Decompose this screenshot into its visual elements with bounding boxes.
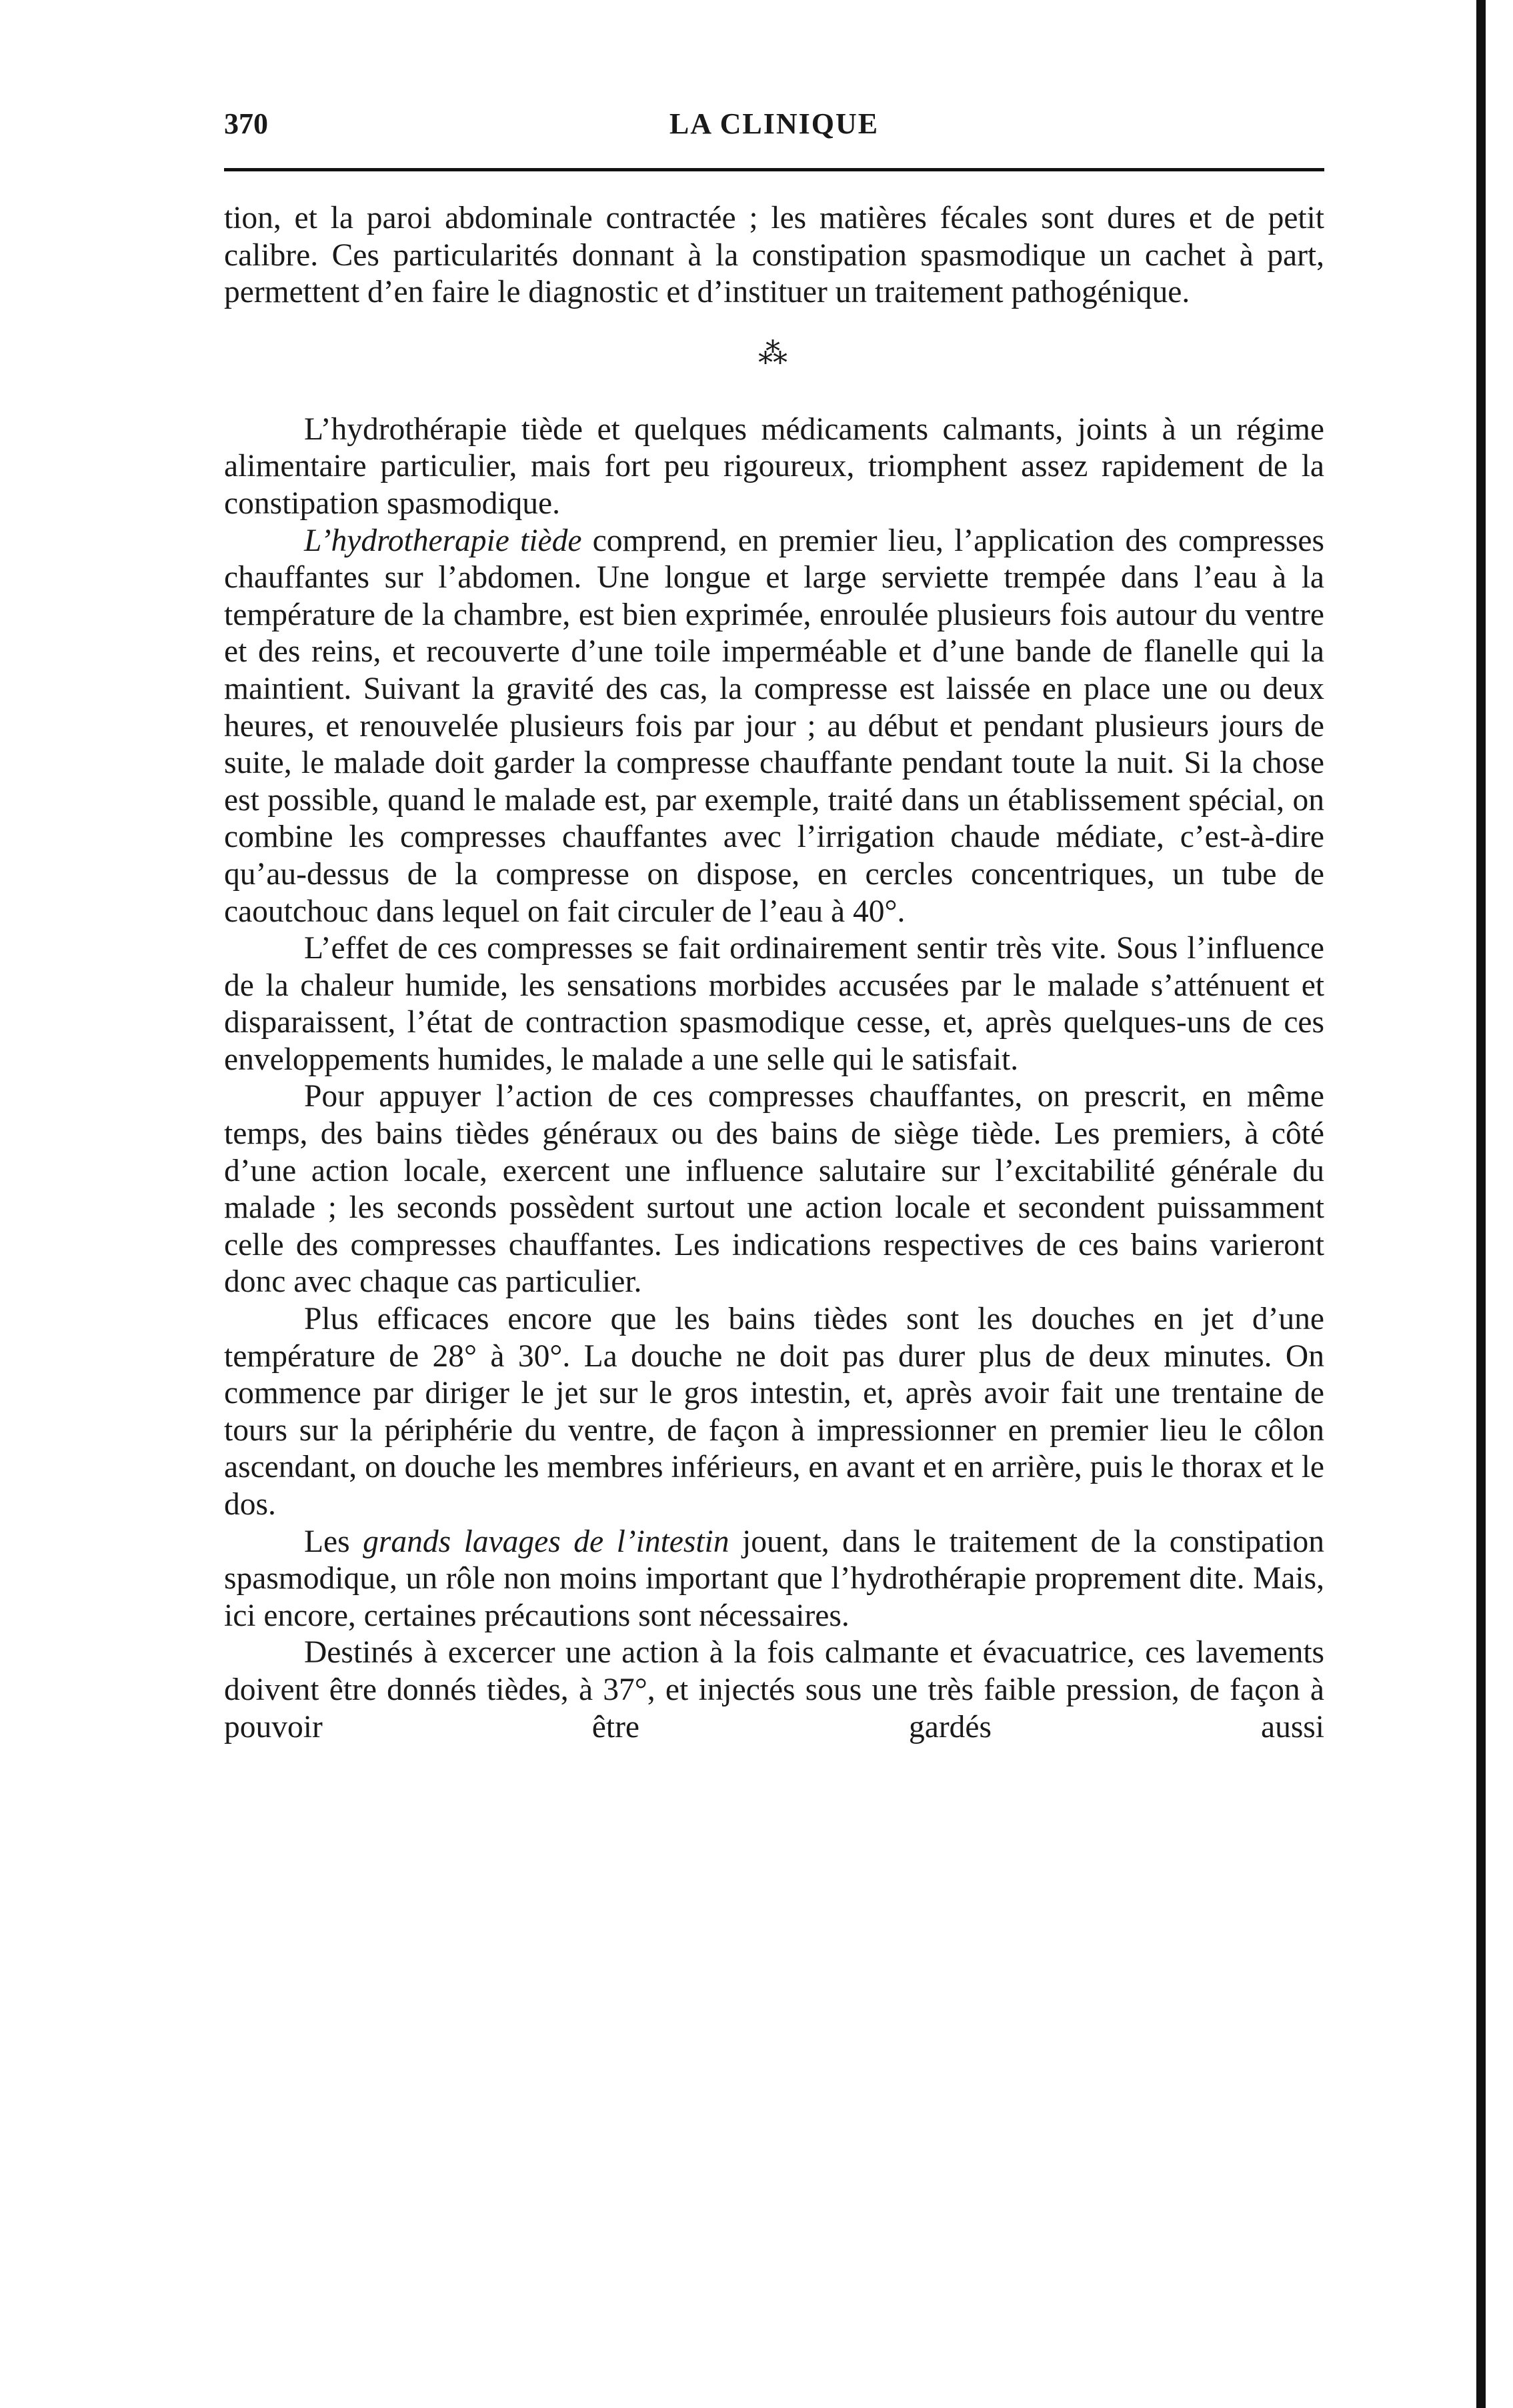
- text-run: jouent, dans le traitement de la constipation spasmodique, un rôle non moins important que l’hydrothérapie proprement dite. Mais, ici encore, certaines précautions sont nécessaires.: [224, 1524, 1324, 1633]
- paragraph: [224, 200, 1324, 311]
- running-title: LA CLINIQUE: [669, 107, 880, 140]
- page-header: [224, 107, 1324, 153]
- text-run: L’effet de ces compresses se fait ordinairement sentir très vite. Sous l’influence de la chaleur humide, les sensations morbides accusées par le malade s’atténuent et disparaissent, l’état de contraction spasmodique cesse, et, après quelques-uns de ces enveloppements humides, le malade a une selle qui le satisfait.: [224, 931, 1324, 1077]
- paragraph: [224, 1301, 1324, 1524]
- page-number: 370: [224, 107, 268, 140]
- italic-phrase: grands lavages de l’intestin: [363, 1524, 729, 1559]
- italic-phrase: L’: [304, 523, 331, 558]
- text-run: Les: [304, 1524, 363, 1559]
- body-text: [224, 200, 1324, 1746]
- text-run: tion, et la paroi abdominale contractée ; les matières fécales sont dures et de petit calibre. Ces particularités donnant à la constipation spasmodique un cachet à part, permettent d’en faire le diagnostic et d’instituer un traitement pathogénique.: [224, 201, 1324, 310]
- text-run: Pour appuyer l’action de ces compresses chauffantes, on prescrit, en même temps, des bains tièdes généraux ou des bains de siège tiède. Les premiers, à côté d’une action locale, exercent une influence salutaire sur l’excitabilité générale du malade ; les seconds possèdent surtout une action locale et secondent puissamment celle des compresses chauffantes. Les indications respectives de ces bains varieront donc avec chaque cas particulier.: [224, 1079, 1324, 1300]
- paragraph: [224, 523, 1324, 931]
- text-run: Destinés à excercer une action à la fois calmante et évacuatrice, ces lavements doivent être donnés tièdes, à 37°, et injectés sous une très faible pression, de façon à pouvoir être gardés aussi: [224, 1635, 1324, 1744]
- text-run: L’hydrothérapie tiède et quelques médicaments calmants, joints à un régime alimentaire particulier, mais fort peu rigoureux, triomphent assez rapidement de la constipation spasmodique.: [224, 411, 1324, 521]
- paragraph: [224, 930, 1324, 1078]
- paragraph: [224, 1634, 1324, 1746]
- italic-phrase: hydrotherapie tiède: [331, 523, 582, 558]
- section-ornament: ⁂: [758, 337, 790, 370]
- text-run: Plus efficaces encore que les bains tièdes sont les douches en jet d’une température de 28° à 30°. La douche ne doit pas durer plus de deux minutes. On commence par diriger le jet sur le gros intestin, et, après avoir fait une trentaine de tours sur la périphérie du ventre, de façon à impressionner en premier lieu le côlon ascendant, on douche les membres inférieurs, en avant et en arrière, puis le thorax et le dos.: [224, 1302, 1324, 1522]
- paragraph: [224, 411, 1324, 523]
- text-run: comprend, en premier lieu, l’application des compresses chauffantes sur l’abdomen. Une longue et large serviette trempée dans l’eau à la température de la chambre, est bien exprimée, enroulée plusieurs fois autour du ventre et des reins, et recouverte d’une toile imperméable et d’une bande de flanelle qui la maintient. Suivant la gravité des cas, la compresse est laissée en place une ou deux heures, et renouvelée plusieurs fois par jour ; au début et pendant plusieurs jours de suite, le malade doit garder la compresse chauffante pendant toute la nuit. Si la chose est possible, quand le malade est, par exemple, traité dans un établissement spécial, on combine les compresses chauffantes avec l’irrigation chaude médiate, c’est-à-dire qu’au-dessus de la compresse on dispose, en cercles concentriques, un tube de caoutchouc dans lequel on fait circuler de l’eau à 40°.: [224, 523, 1324, 929]
- header-rule: [224, 168, 1324, 171]
- page-edge-shadow: [1476, 0, 1486, 2408]
- paragraph: [224, 1078, 1324, 1301]
- paragraph: [224, 1524, 1324, 1635]
